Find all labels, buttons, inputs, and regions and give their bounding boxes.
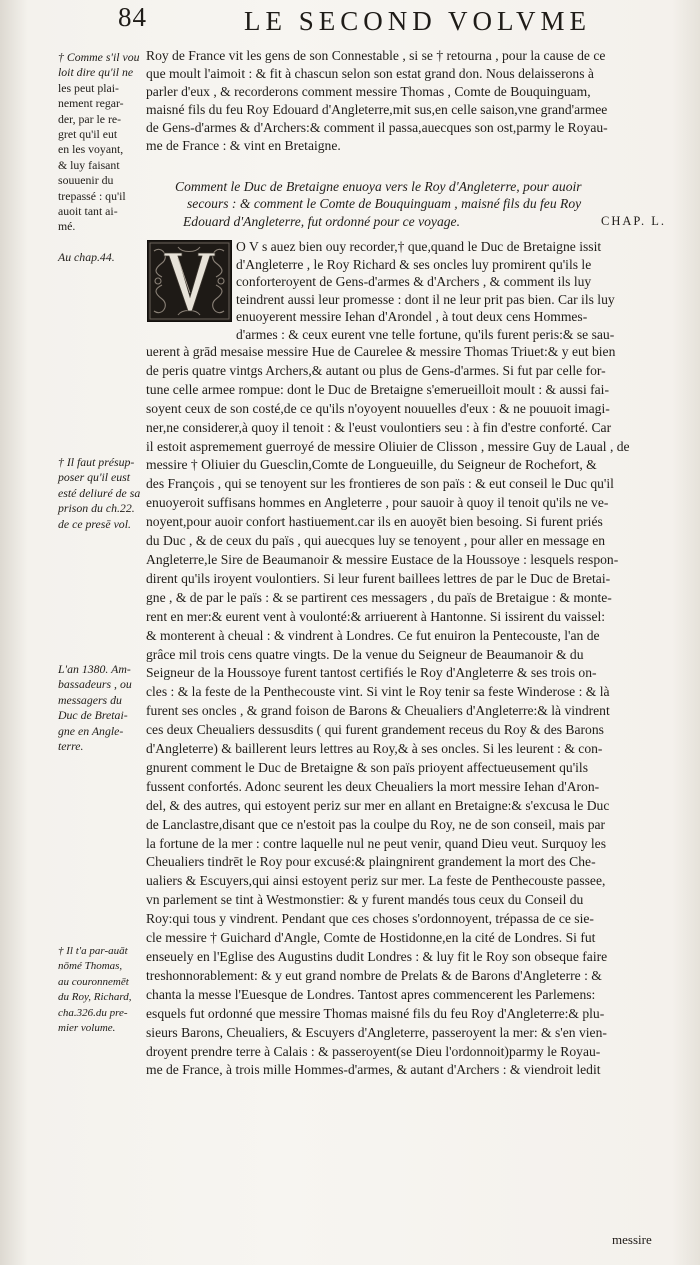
margin-line: bassadeurs , ou	[58, 677, 132, 692]
margin-line: L'an 1380. Am-	[58, 662, 131, 676]
text-line: que moult l'aimoit : & fit à chascun selon son estat grand don. Nous delaisserons à	[146, 65, 594, 81]
text-line: uerent à grād mesaise messire Hue de Caurelee & messire Thomas Triuet:& y eut bien	[146, 344, 616, 359]
text-line: de Lanclastre,disant que ce n'estoit pas la coulpe du Roy, ne de son conseil, mais par	[146, 816, 606, 832]
margin-line: gret qu'il eut	[58, 127, 118, 142]
text-line: rent en mer:& eurent vent à voulonté:& arriuerent à Hantonne. Si issirent du vaissel:	[146, 608, 606, 624]
text-line: de Gens-d'armes & d'Archers:& comment il passa,auecques son ost,parmy le Royau-	[146, 119, 608, 135]
text-line: maisné fils du feu Roy Edouard d'Angleterre,mit sus,en celle saison,vne grand'armee	[146, 101, 608, 117]
text-line: soyent ceux de son costé,de ce qu'ils n'oyoyent nouuelles d'eux : & ne pouuoit imagi-	[146, 400, 610, 416]
text-line: ualiers & Escuyers,qui ainsi estoyent periz sur mer. La feste de Penthecouste passee,	[146, 873, 606, 889]
text-line: Roy de France vit les gens de son Connestable , si se † retourna , pour la cause de ce	[146, 48, 606, 63]
text-line: gnurent comment le Duc de Bretaigne & son païs prioyent affectueusement qu'ils	[146, 759, 588, 775]
margin-line: gne en Angle-	[58, 723, 124, 738]
text-line: treshonnorablement: & y eut grand nombre de Prelats & de Barons d'Angleterre : &	[146, 967, 602, 983]
margin-note	[58, 944, 142, 1036]
text-line: O V s auez bien ouy recorder,† que,quand le Duc de Bretaigne issit	[236, 239, 602, 254]
margin-line: prison du ch.22.	[58, 501, 135, 516]
text-line: esquels fut ordonné que messire Thomas maisné fils du feu Roy d'Angleterre:& plu-	[146, 1005, 605, 1021]
text-line: fussent confortés. Adonc seurent les deux Cheualiers la mort messire Iehan d'Aron-	[146, 778, 600, 794]
margin-line: au couronnemēt	[58, 975, 129, 988]
text-line: cles : & la feste de la Penthecouste vint. Si vint le Roy tenir sa feste Winderose : & là	[146, 684, 610, 700]
margin-line: loit dire qu'il ne	[58, 65, 134, 80]
text-line: me de France : & vint en Bretaigne.	[146, 137, 341, 153]
opening-lines	[236, 238, 615, 344]
text-line: enuoyerent messire Iehan d'Arondel , à tout deux cens Hommes-	[236, 309, 588, 325]
text-line: & monterent à cheual : & vindrent à Londres. Ce fut enuiron la Pentecouste, l'an de	[146, 627, 600, 643]
text-line: la fortune de la mer : contre laquelle nul ne peut venir, quand Dieu veut. Surquoy les	[146, 835, 606, 851]
text-line: me de France, à trois mille Hommes-d'armes, & autant d'Archers : & viendroit ledit	[146, 1062, 601, 1078]
margin-line: † Comme s'il vou	[58, 50, 140, 64]
text-line: grâce mil trois cens quatre vingts. De la venue du Seigneur de Beaumanoir & du	[146, 646, 584, 662]
margin-line: de ce presē vol.	[58, 516, 131, 531]
text-line: Angleterre,le Sire de Beaumanoir & messire Eustace de la Houssoye : lesquels respon-	[146, 551, 619, 567]
page-number: 84	[118, 2, 147, 32]
margin-line: cha.326.du pre-	[58, 1006, 128, 1019]
text-line: noyent,pour auoir confort hastiuement.car ils en auoyēt bien besoing. Si furent priés	[146, 514, 603, 530]
margin-note	[58, 455, 142, 532]
margin-note	[58, 250, 142, 265]
margin-line: mé.	[58, 219, 76, 234]
margin-line: † Il t'a par-auāt	[58, 945, 128, 957]
margin-line: les peut plai-	[58, 80, 119, 95]
margin-line: en les voyant,	[58, 142, 124, 157]
text-line: d'Angleterre , le Roy Richard & ses oncles luy promirent qu'ils le	[236, 256, 592, 272]
chapter-heading	[175, 178, 680, 230]
text-line: messire † Oliuier du Guesclin,Comte de Longueuille, du Seigneur de Rochefort, &	[146, 457, 597, 473]
margin-line: auoit tant ai-	[58, 204, 118, 219]
heading-line: secours : & comment le Comte de Bouquinguam , maisné fils du feu Roy	[187, 196, 582, 212]
text-line: il estoit aspremement guerroyé de messire Oliuier de Clisson , messire Guy de Laual , de	[146, 438, 630, 454]
margin-note	[58, 50, 142, 235]
margin-line: nōmé Thomas,	[58, 960, 123, 973]
text-line: d'Angleterre) & baillerent leurs lettres au Roy,& à ses oncles. Si les leurent : & con-	[146, 741, 603, 757]
margin-line: trepassé : qu'il	[58, 188, 126, 203]
text-line: parler d'eux , & recorderons comment messire Thomas , Comte de Bouquinguam,	[146, 83, 591, 99]
main-text	[146, 343, 678, 1080]
chapter-label: CHAP. L.	[601, 213, 666, 228]
margin-line: mier volume.	[58, 1022, 116, 1035]
text-line: tune celle armee rompue: dont le Duc de Bretaigne s'emerueilloit moult : & aussi fai-	[146, 381, 609, 397]
text-line: enseuely en l'Eglise des Augustins dudit Londres : & luy fit le Roy son obseque faire	[146, 949, 608, 964]
text-line: Roy:qui tous y vindrent. Pendant que ces choses s'ordonnoyent, trépassa de ce sie-	[146, 911, 594, 927]
text-line: enuoyeroit suffisans hommes en Angleterre , pour sauoir à quoy il tenoit qu'ils ne ve-	[146, 495, 609, 511]
text-line: vn parlement se tint à Westmonstier: & y furent mandés tous ceux du Conseil du	[146, 892, 584, 908]
top-paragraph	[146, 47, 678, 154]
margin-line: Duc de Bretai-	[58, 708, 128, 723]
text-line: dirent qu'ils iroyent voulontiers. Si leur furent baillees lettres de par le Duc de Bretai-	[146, 570, 611, 586]
text-line: des François , qui se tenoyent sur les frontieres de son païs : & eut conseil le Duc qu'il	[146, 476, 614, 492]
text-line: du Duc , & de ceux du païs , qui auecques luy se tenoyent , pour aller en message en	[146, 533, 606, 549]
text-line: teindrent aussi leur promesse : dont il ne leur prit pas bien. Car ils luy	[236, 291, 615, 307]
text-line: droyent prendre terre à Calais : & passeroyent(se Dieu l'ordonnoit)parmy le Royau-	[146, 1043, 601, 1059]
drop-cap	[147, 240, 232, 322]
text-line: d'armes : & ceux eurent vne telle fortune, qu'ils furent peris:& se sau-	[236, 326, 615, 342]
margin-line: du Roy, Richard,	[58, 991, 132, 1004]
text-line: conforteroyent de Gens-d'armes & d'Archers , & comment ils luy	[236, 274, 592, 290]
margin-line: poser qu'il eust	[58, 470, 130, 485]
text-line: ces deux Cheualiers dessusdits ( qui furent grandement receus du Roy & des Barons	[146, 722, 604, 738]
text-line: de peris quatre vintgs Archers,& autant ou plus de Gens-d'armes. Si fut par celle for-	[146, 362, 606, 378]
margin-line: souuenir du	[58, 173, 114, 188]
margin-line: & luy faisant	[58, 157, 120, 172]
text-line: gne , & de par le païs : & se partirent ces messagers , du païs de Bretaigue : & monte-	[146, 589, 612, 605]
text-line: del, & des autres, qui estoyent periz sur mer en allant en Bretaigne:& s'excusa le Duc	[146, 797, 610, 813]
text-line: furent ses oncles , & grand foison de Barons & Cheualiers d'Angleterre:& là vindrent	[146, 703, 610, 719]
margin-line: esté deliuré de sa	[58, 485, 141, 500]
text-line: Seigneur de la Houssoye furent tantost certifiés le Roy d'Angleterre & ses trois on-	[146, 665, 597, 681]
text-line: sieurs Barons, Cheualiers, & Escuyers d'Angleterre, passeroyent la mer: & s'en vien-	[146, 1024, 607, 1040]
drop-cap-ornament	[148, 241, 231, 321]
running-head	[0, 2, 700, 42]
catchword: messire	[612, 1232, 652, 1247]
margin-line: Au chap.44.	[58, 250, 115, 264]
margin-line: † Il faut présup-	[58, 455, 135, 469]
margin-line: der, par le re-	[58, 111, 122, 126]
text-line: Cheualiers tindrēt le Roy pour excusé:& plaingnirent grandement la mort des Che-	[146, 854, 596, 870]
margin-line: terre.	[58, 739, 84, 754]
margin-line: nement regar-	[58, 96, 124, 111]
heading-line: Edouard d'Angleterre, fut ordonné pour ce voyage.	[183, 213, 460, 229]
heading-line: Comment le Duc de Bretaigne enuoya vers le Roy d'Angleterre, pour auoir	[175, 179, 582, 194]
text-line: chanta la messe l'Euesque de Londres. Tantost apres commencerent les Parlemens:	[146, 986, 596, 1002]
margin-note	[58, 662, 142, 754]
text-line: cle messire † Guichard d'Angle, Comte de Hostidonne,en la cité de Londres. Si fut	[146, 930, 596, 946]
margin-line: messagers du	[58, 692, 122, 707]
volume-title: LE SECOND VOLVME	[244, 6, 592, 36]
text-line: ner,ne considerer,à quoy il tenoit : & l'eust voulontiers seu : à fin d'estre conforté. Car	[146, 419, 612, 435]
